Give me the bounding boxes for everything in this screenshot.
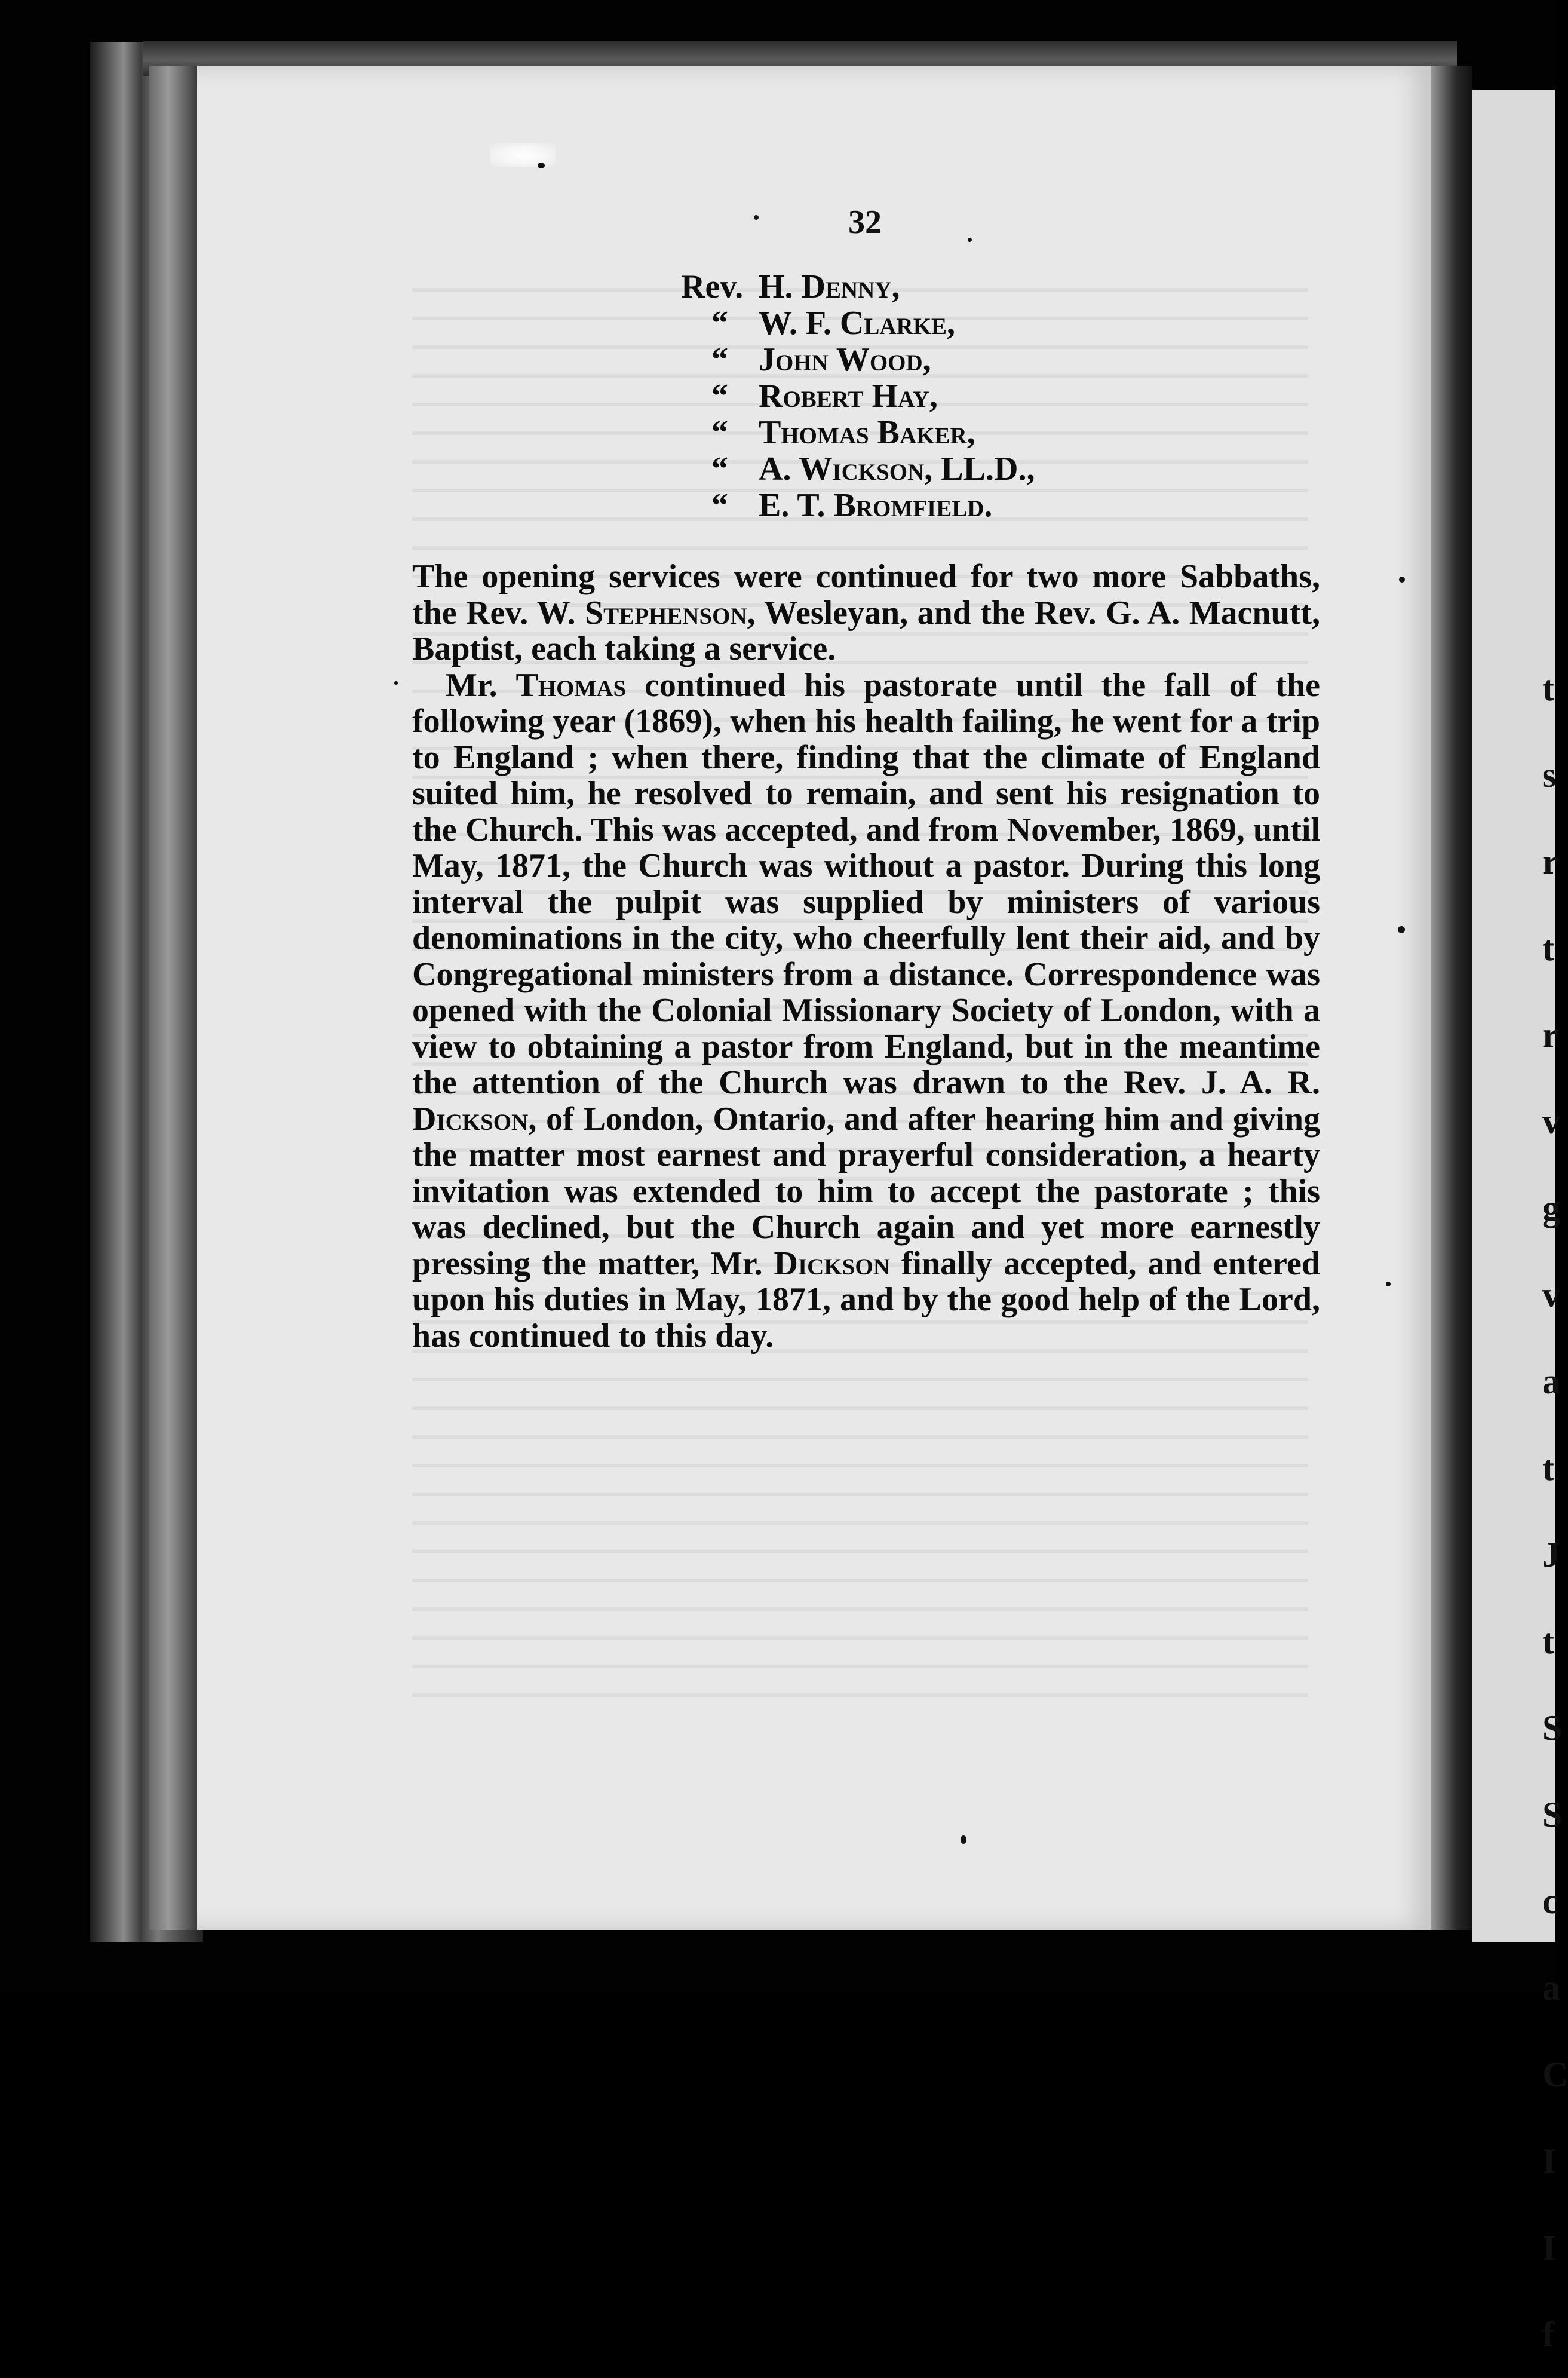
facing-page-letter: a — [1542, 1362, 1560, 1401]
signer-name: A. Wickson, LL.D., — [759, 451, 1035, 488]
text-run: continued his pastorate until the fall of the following year (1869), when his health failing, he went for a trip to England ; when there, finding that the climate of England suited him, he resolved to remain, and sent his resignation to the Church. This was accepted, and from November, 1869, until May, 1871, the Church was without a pastor. During this long interval the pulpit was supplied by ministers of various denominations in the city, who cheerfully lent their aid, and by Congregational ministers from a distance. Correspondence was opened with the Colonial Missionary Society of London, with a view to obtaining a pastor from England, but in the meantime the attention of the Church was drawn to the Rev. J. A. R. — [412, 666, 1320, 1101]
text-run: , Wesleyan, and the Rev. G. A. Macnutt, Baptist, each taking a service. — [412, 594, 1321, 667]
dust-speck — [968, 238, 972, 242]
ditto-mark: “ — [711, 341, 728, 378]
facing-page-letter: t — [1542, 1448, 1554, 1488]
signer-name: Thomas Baker, — [759, 414, 975, 451]
facing-page-letter: C — [1542, 2055, 1568, 2094]
facing-page-letter: r — [1542, 1015, 1558, 1055]
signer-name: John Wood, — [759, 341, 931, 378]
dust-speck — [394, 681, 398, 685]
signer-line — [681, 342, 1219, 378]
dust-speck — [1386, 1282, 1391, 1286]
facing-page-letter: S — [1542, 1795, 1563, 1834]
signatories-list — [681, 269, 1219, 524]
facing-page-letter: t — [1542, 1622, 1554, 1661]
body-text — [412, 559, 1320, 1354]
facing-page-letters — [1542, 645, 1568, 2378]
paragraph — [412, 559, 1320, 667]
dust-speck — [1398, 926, 1405, 933]
ditto-mark: “ — [711, 487, 728, 524]
text-run: , of London, Ontario, and after hearing him and giving the matter most earnest and prayerful consideration, a hearty invitation was extended to him to accept the pastorate ; this was declined, but the Church again and yet more earnestly pressing the matter, Mr. — [412, 1100, 1320, 1282]
ditto-mark: “ — [711, 378, 728, 415]
ditto-mark: “ — [711, 414, 728, 451]
text-run: finally accepted, and entered upon his duties in May, 1871, and by the good help of the Lord, has continued to this day. — [412, 1245, 1320, 1355]
small-caps-name: Stephenson — [584, 594, 747, 632]
dust-speck — [961, 1835, 966, 1844]
text-run: Mr. — [446, 666, 516, 704]
facing-page-letter: v — [1542, 1275, 1560, 1314]
paper-smudge — [490, 143, 556, 167]
facing-page-letter: I — [1542, 2141, 1557, 2181]
signer-line — [681, 488, 1219, 524]
signer-line — [681, 269, 1219, 305]
facing-page-letter: S — [1542, 1708, 1563, 1748]
dust-speck — [538, 163, 545, 168]
dust-speck — [754, 215, 759, 220]
signer-name: Robert Hay, — [759, 378, 938, 415]
paragraph — [412, 667, 1320, 1355]
signer-name: W. F. Clarke, — [759, 305, 956, 342]
signer-line — [681, 378, 1219, 415]
book-gutter — [1431, 66, 1472, 1930]
facing-page-letter: r — [1542, 842, 1558, 881]
facing-page-letter: f — [1542, 2315, 1554, 2354]
signer-line — [681, 305, 1219, 342]
facing-page-letter: s — [1542, 755, 1557, 795]
small-caps-name: Dickson — [412, 1100, 529, 1138]
page-left-edge — [149, 66, 197, 1930]
signer-line — [681, 415, 1219, 451]
facing-page-letter: J — [1542, 1535, 1560, 1574]
facing-page-letter: g — [1542, 1188, 1560, 1228]
facing-page-letter: t — [1542, 669, 1554, 708]
ditto-mark: “ — [711, 451, 728, 488]
small-caps-name: Thomas — [515, 666, 627, 704]
dust-speck — [1399, 577, 1405, 583]
signer-name: E. T. Bromfield. — [759, 487, 993, 524]
signer-title: Rev. — [681, 268, 744, 305]
small-caps-name: Dickson — [774, 1245, 890, 1282]
signer-line — [681, 451, 1219, 488]
ditto-mark: “ — [711, 305, 728, 342]
facing-page-letter: v — [1542, 1102, 1560, 1141]
page-number: 32 — [848, 204, 882, 241]
facing-page-letter: t — [1542, 928, 1554, 968]
text-run: The opening services were continued for two more Sabbaths, the Rev. W. — [412, 558, 1320, 632]
facing-page-letter: I — [1542, 2228, 1557, 2267]
facing-page-letter: a — [1542, 1968, 1560, 2008]
signer-name: H. Denny, — [759, 268, 900, 305]
facing-page-letter: c — [1542, 1881, 1558, 1921]
